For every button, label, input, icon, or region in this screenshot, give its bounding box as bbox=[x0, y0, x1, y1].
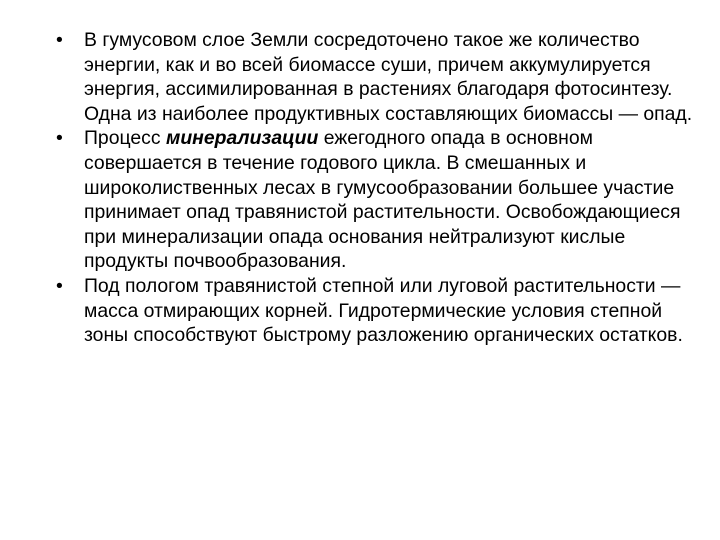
bullet-item-mineralization bbox=[56, 126, 696, 274]
bullet-list bbox=[56, 28, 696, 348]
bullet-icon: • bbox=[56, 127, 63, 150]
bullet-text-before: Процесс bbox=[84, 127, 166, 150]
emphasized-term: минерализации bbox=[165, 127, 319, 150]
bullet-icon: • bbox=[56, 29, 63, 51]
bullet-item-steppe-roots bbox=[56, 274, 696, 348]
bullet-item-humus-energy bbox=[56, 28, 696, 126]
bullet-text: В гумусовом слое Земли сосредоточено такое же количество энергии, как и во всей биомассе суши, причем аккумулируется энергия, ассимилированная в растениях благодаря фотосинтезу. Одна из наиболее продуктивных составляющих биомассы — опад. bbox=[84, 29, 693, 125]
bullet-icon: • bbox=[56, 274, 63, 297]
bullet-text: Под пологом травянистой степной или луговой растительности — масса отмирающих корней. Гидротермические условия степной зоны способствуют быстрому разложению органических остатков. bbox=[84, 274, 683, 347]
bullet-text-after: ежегодного опада в основном совершается в течение годового цикла. В смешанных и широколиственных лесах в гумусообразовании большее участие принимает опад травянистой растительности. Освобождающиеся при минерализации опада основания нейтрализуют кислые продукты почвообразования. bbox=[84, 127, 681, 273]
